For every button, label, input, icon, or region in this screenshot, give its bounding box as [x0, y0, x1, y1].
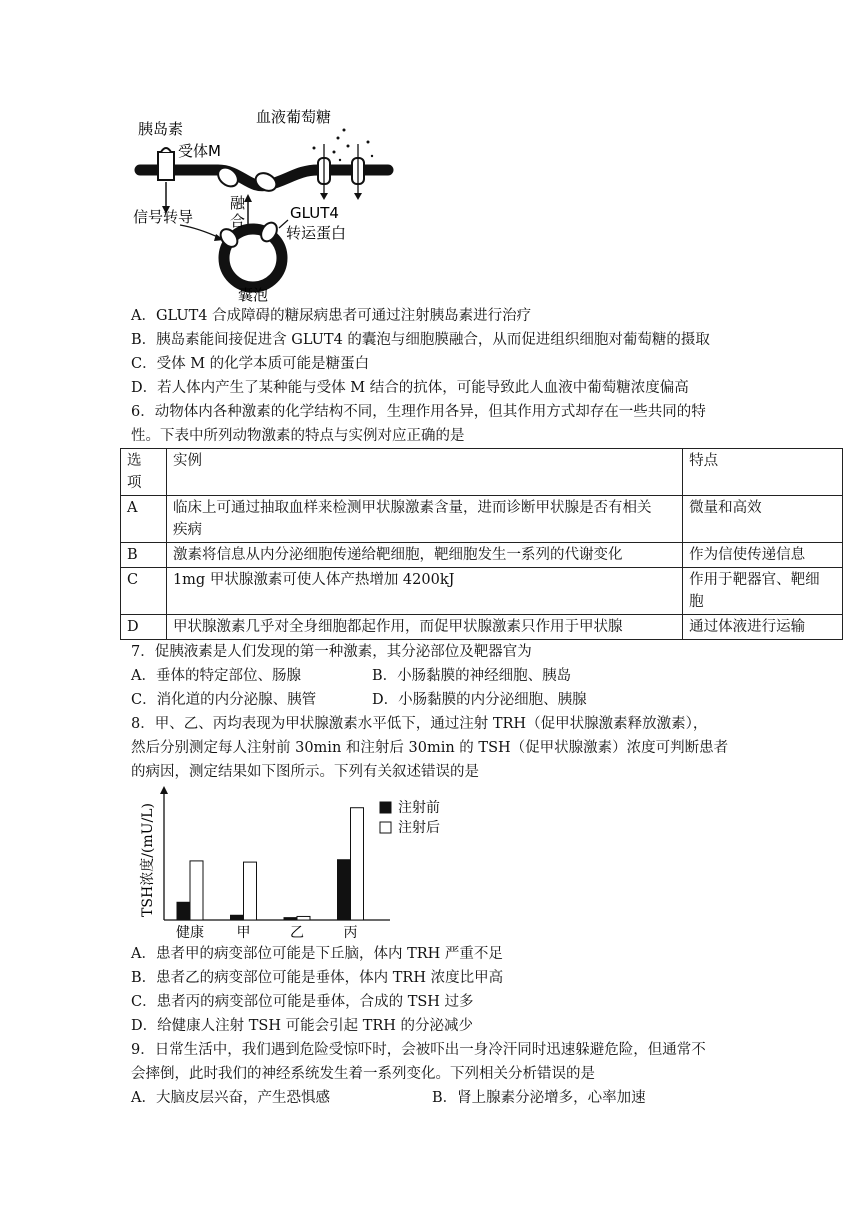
y-axis-arrow — [160, 786, 168, 794]
q8-stem-line3: 的病因，测定结果如下图所示。下列有关叙述错误的是 — [131, 764, 479, 780]
label-fusion-2: 合 — [230, 212, 246, 230]
q5-option-a: A．GLUT4 合成障碍的糖尿病患者可通过注射胰岛素进行治疗 — [131, 308, 532, 324]
receptor-m-shape — [158, 148, 174, 214]
label-blood-glucose: 血液葡萄糖 — [256, 108, 332, 126]
bar-健康-注射前 — [177, 902, 190, 920]
x-tick-label: 甲 — [236, 925, 251, 941]
glucose-dots — [313, 129, 374, 162]
bar-健康-注射后 — [190, 861, 203, 920]
q5-option-d: D．若人体内产生了某种能与受体 M 结合的抗体，可能导致此人血液中葡萄糖浓度偏高 — [131, 380, 689, 396]
q7-stem: 7．促胰液素是人们发现的第一种激素，其分泌部位及靶器官为 — [131, 644, 532, 660]
bar-甲-注射后 — [244, 862, 257, 920]
q7-option-c: C．消化道的内分泌腺、胰管 — [131, 692, 317, 708]
q9-stem-line1: 9．日常生活中，我们遇到危险受惊吓时，会被吓出一身冷汗同时迅速躲避危险，但通常不 — [131, 1042, 706, 1058]
row-feature: 作为信使传递信息 — [683, 543, 843, 568]
q8-option-b: B．患者乙的病变部位可能是垂体，体内 TRH 浓度比甲高 — [131, 970, 504, 986]
row-feature: 通过体液进行运输 — [683, 615, 843, 640]
legend-swatch — [380, 802, 391, 813]
q9-stem-line2: 会摔倒，此时我们的神经系统发生着一系列变化。下列相关分析错误的是 — [131, 1066, 595, 1082]
table-row — [121, 543, 843, 568]
header-example: 实例 — [166, 449, 682, 496]
q8-stem-line2: 然后分别测定每人注射前 30min 和注射后 30min 的 TSH（促甲状腺激素）浓度可判断患者 — [131, 740, 729, 756]
table-row — [121, 568, 843, 615]
q8-option-c: C．患者丙的病变部位可能是垂体，合成的 TSH 过多 — [131, 994, 474, 1010]
q7-option-d: D．小肠黏膜的内分泌细胞、胰腺 — [372, 692, 587, 708]
bar-乙-注射后 — [297, 916, 310, 920]
label-vesicle: 囊泡 — [238, 286, 269, 304]
q6-stem-line2: 性。下表中所列动物激素的特点与实例对应正确的是 — [131, 428, 465, 444]
q8-option-a: A．患者甲的病变部位可能是下丘脑，体内 TRH 严重不足 — [131, 946, 503, 962]
table-row — [121, 615, 843, 640]
q8-stem-line1: 8．甲、乙、丙均表现为甲状腺激素水平低下，通过注射 TRH（促甲状腺激素释放激素）， — [131, 716, 708, 732]
row-example: 甲状腺激素几乎对全身细胞都起作用，而促甲状腺激素只作用于甲状腺 — [166, 615, 682, 640]
legend-label: 注射后 — [398, 820, 440, 836]
label-receptor-m: 受体M — [178, 142, 221, 160]
row-example: 1mg 甲状腺激素可使人体产热增加 4200kJ — [166, 568, 682, 615]
label-transporter: 转运蛋白 — [286, 224, 347, 242]
tsh-bar-chart — [128, 784, 468, 944]
row-option: A — [121, 496, 167, 543]
bar-甲-注射前 — [231, 915, 244, 920]
header-option: 选 项 — [121, 449, 167, 496]
row-option: D — [121, 615, 167, 640]
header-feature: 特点 — [683, 449, 843, 496]
glut4-membrane-2 — [252, 170, 279, 195]
bar-丙-注射前 — [338, 860, 351, 920]
q8-option-d: D．给健康人注射 TSH 可能会引起 TRH 的分泌减少 — [131, 1018, 474, 1034]
q5-option-c: C．受体 M 的化学本质可能是糖蛋白 — [131, 356, 370, 372]
x-tick-label: 健康 — [176, 925, 204, 941]
q7-option-a: A．垂体的特定部位、肠腺 — [131, 668, 301, 684]
table-header-row — [121, 449, 843, 496]
table-row — [121, 496, 843, 543]
row-example: 临床上可通过抽取血样来检测甲状腺激素含量，进而诊断甲状腺是否有相关 疾病 — [166, 496, 682, 543]
y-axis-label: TSH浓度/(mU/L) — [140, 803, 156, 917]
insulin-glut4-diagram — [128, 100, 408, 305]
bar-丙-注射后 — [351, 808, 364, 920]
row-feature: 作用于靶器官、靶细 胞 — [683, 568, 843, 615]
bar-乙-注射前 — [284, 918, 297, 920]
x-tick-label: 丙 — [343, 925, 358, 941]
legend-label: 注射前 — [398, 800, 440, 816]
q9-option-b: B．肾上腺素分泌增多，心率加速 — [432, 1090, 646, 1106]
x-tick-label: 乙 — [290, 925, 304, 941]
row-feature: 微量和高效 — [683, 496, 843, 543]
q9-option-a: A．大脑皮层兴奋，产生恐惧感 — [131, 1090, 330, 1106]
q5-option-b: B．胰岛素能间接促进含 GLUT4 的囊泡与细胞膜融合，从而促进组织细胞对葡萄糖的摄取 — [131, 332, 710, 348]
legend-swatch — [380, 822, 391, 833]
q6-stem-line1: 6．动物体内各种激素的化学结构不同，生理作用各异，但其作用方式却存在一些共同的特 — [131, 404, 706, 420]
row-option: B — [121, 543, 167, 568]
row-option: C — [121, 568, 167, 615]
q7-option-b: B．小肠黏膜的神经细胞、胰岛 — [372, 668, 572, 684]
label-signal: 信号转导 — [133, 208, 194, 226]
label-glut4: GLUT4 — [290, 204, 339, 222]
q6-table — [120, 448, 843, 640]
label-insulin: 胰岛素 — [138, 120, 184, 138]
label-fusion-1: 融 — [230, 194, 246, 212]
row-example: 激素将信息从内分泌细胞传递给靶细胞，靶细胞发生一系列的代谢变化 — [166, 543, 682, 568]
